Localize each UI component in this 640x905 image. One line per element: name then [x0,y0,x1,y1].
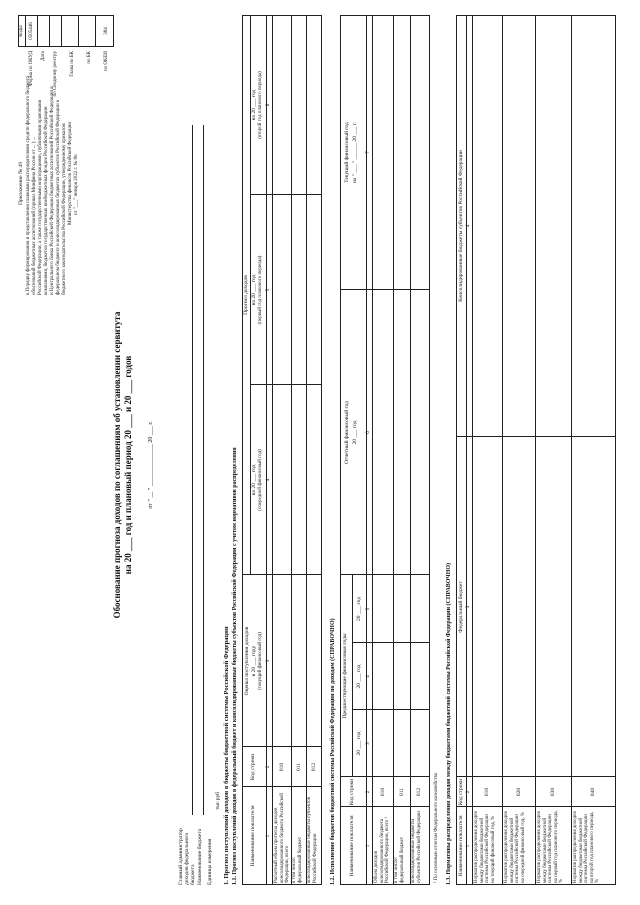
col-header: Отчетный финансовый год [344,400,350,465]
col-header: Наименование показателя [458,815,464,877]
col-number: 1 [266,834,271,838]
col-note: (второй год планового периода) [258,71,263,139]
table-row-code: 010 [380,787,386,797]
col-number: 5 [366,607,371,611]
table-row-label: консолидированные бюджеты субъектов Российской Федерации [411,811,422,883]
section3-title: 1.3. Нормативы распределения доходов между бюджетами бюджетной системы Российской Федерации (СПРАВОЧНО) [446,562,452,885]
col-number: 5 [266,288,271,292]
annex-line: Приложение № 49 [18,161,24,205]
footnote: ¹ По основным отчетам Федерального казначейства [434,773,439,883]
table-row-code: 030 [550,787,556,797]
table-row-code: 011 [399,787,405,797]
col-header: 20 ___ год [356,597,362,622]
code-label: по ОКЕИ [104,51,109,72]
col-number: 3 [366,742,371,745]
col-number: 1 [366,844,371,848]
col-number: 3 [466,605,471,609]
table-row-label: Норматив распределения доходов между бюджетами бюджетной системы Российской Федерации на очередной финансовый год, % [504,811,526,883]
table-row-label: Норматив распределения доходов между бюджетами бюджетной системы Российской Федерации на второй год планового периода, % [573,811,600,883]
col-header: на 20 ___ год [251,89,257,121]
table-row-label: Объем доходов консолидированного бюджета Российской Федерации, всего ¹ [374,816,390,883]
col-number: 2 [466,790,471,794]
section1-subtitle: 1.1. Прогноз поступлений доходов в федеральный бюджет и консолидированные бюджеты субъектов Российской Федерации с учетом нормативов распределения [232,447,238,885]
table-row-code: 011 [296,762,302,772]
code-label: по Сводному реестру [53,51,58,97]
col-number: 6 [266,103,271,107]
table-row-label: консолидированные бюджеты субъектов Российской Федерации [307,796,318,883]
annex-line: к Порядку формирования и представления главными распорядителями средств федерального бюджета [26,75,31,295]
annex-line: Министерства финансов Российской Федерации [68,121,73,225]
annex-line: от "___" января 2022 г. № 8н [74,154,79,215]
col-header: Текущий финансовый год [344,122,350,183]
annex-line: Российской Федерации, а также государственными корпорациями, публичными правовыми [38,99,43,295]
code-value: 384 [104,27,109,35]
col-header: 20 ___ год [352,420,358,445]
col-header: Оценка поступления доходов [244,626,250,696]
table-row-code: 010 [484,787,490,797]
col-note: (очередной финансовый год) [258,449,263,511]
table-row-label: Норматив распределения доходов между бюджетами бюджетной системы Российской Федерации на первый год планового периода, % [537,810,564,883]
col-header: Консолидированные бюджеты субъектов Российской Федерации [458,150,464,302]
annex-line: федеральном бюджете и консолидированных бюджетах субъектов Российской Федерации к [56,99,61,295]
col-header: в 20 ___ году [251,645,257,677]
doc-subtitle: на 20 ___ год и плановый период 20 ___ и 20 ___ годов [123,355,133,575]
col-note: (первый год планового периода) [258,255,263,325]
annex-line: компаниями, бюджетов государственных внебюджетных фондов Российской Федерации [44,106,49,295]
col-header: на " ___ " ______ 20 ___ г. [352,122,358,184]
table-row-code: 012 [416,787,422,797]
col-header: Предшествующие финансовые годы [342,633,348,719]
col-header: Код строки [458,778,464,806]
doc-title: Обоснование прогноза доходов по соглашениям об установлении сервитута [112,311,122,619]
table-row-label: в том числе: федеральный бюджет [394,836,405,883]
col-header: Код строки [349,778,355,806]
section1-title: 1. Прогноз поступлений доходов в бюджеты бюджетной системы Российской Федерации [223,626,230,885]
col-header: 20 ___ год [356,664,362,689]
col-number: 1 [466,844,471,848]
col-header: Наименование показателя [250,805,256,867]
col-number: 4 [366,675,371,678]
table-row-label: Расчетный объем прогноза доходов консолидированного бюджета Российской Федерации, всего [274,793,290,883]
col-note: (текущий финансовый год) [258,632,263,690]
annex-line: бюджетного законодательства Российской Федерации, утвержденному приказом [62,123,67,295]
table-row-code: 010 [279,762,285,772]
col-header: Федеральный бюджет [458,581,464,633]
table-row-code: 020 [516,787,522,797]
code-label: Дата [41,51,46,61]
col-number: 2 [266,765,271,769]
code-label: Глава по БК [70,51,75,77]
col-number: 2 [366,790,371,794]
col-number: 6 [366,431,371,434]
annex-line: и Центрального банка Российской Федерации бюджетных ассигнований Российской Федерации в [50,86,55,295]
codes-header: Коды [19,25,24,37]
col-header: 20 ___ год [356,731,362,756]
col-number: 4 [266,478,271,482]
annex-line: обоснований бюджетных ассигнований (приказ Минфина России от ... ) ... [32,136,37,295]
col-header: Наименование показателя [349,815,355,877]
section2-title: 1.2. Исполнение бюджетов бюджетной системы Российской Федерации по доходам (СПРАВОЧНО) [330,618,336,885]
col-number: 4 [466,224,471,228]
col-number: 7 [366,151,371,154]
col-header: Код строки [250,753,256,781]
meta-label: Наименование бюджета [197,828,203,885]
meta-value-unit: тыс руб [215,791,221,810]
col-header: на 20 ___ год [251,464,257,496]
table-row-label: в том числе: федеральный бюджет [292,836,303,883]
code-value: 0505446 [29,22,34,40]
table-row-code: 040 [590,787,596,797]
col-header: на 20 ___ год [251,274,257,306]
meta-label: Главный администратор доходов федерального бюджета [178,828,197,885]
col-header: Прогноз доходов [243,275,249,315]
code-label: по БК [87,51,92,64]
code-label: Форма по ОКУД [29,51,34,87]
meta-label: Единица измерения [207,838,213,885]
col-number: 3 [266,659,271,663]
doc-date: от " __ " ______________ 20 ___ г. [148,421,154,509]
table-row-label: Норматив распределения доходов между бюджетами бюджетной системы Российской Федерации на текущий финансовый год, % [474,811,496,883]
table-row-code: 012 [311,762,317,772]
